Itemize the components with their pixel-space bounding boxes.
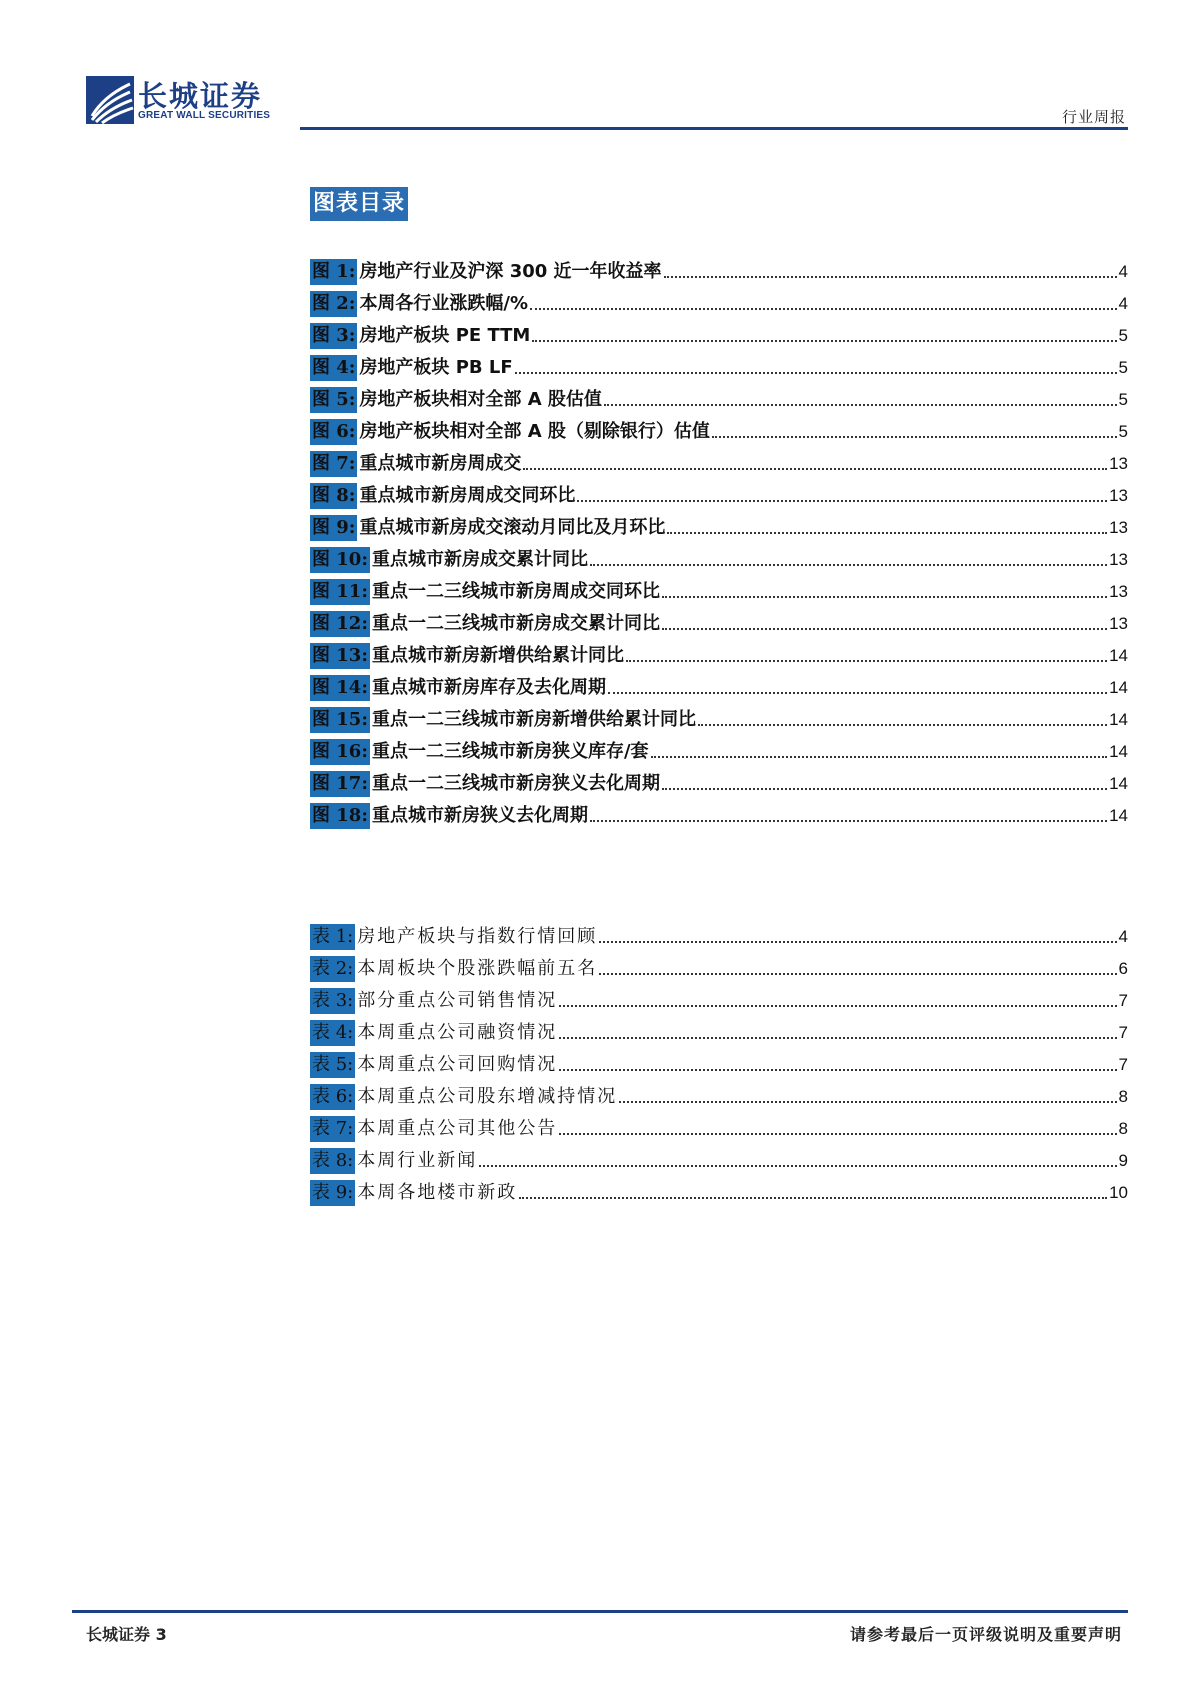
toc-dot-leader xyxy=(532,340,1116,342)
figure-toc-entry[interactable] xyxy=(310,445,1128,477)
toc-entry-label: 图 11: xyxy=(310,579,370,605)
toc-entry-title[interactable]: 房地产板块相对全部 A 股（剔除银行）估值 xyxy=(359,421,710,442)
table-toc-entry[interactable] xyxy=(310,1110,1128,1142)
toc-entry-title[interactable]: 本周各行业涨跌幅/% xyxy=(359,293,529,314)
figure-toc-entry[interactable] xyxy=(310,253,1128,285)
toc-dot-leader xyxy=(479,1165,1116,1167)
toc-page-number[interactable]: 8 xyxy=(1118,1119,1128,1138)
toc-entry-label: 表 6: xyxy=(310,1084,355,1110)
table-toc-entry[interactable] xyxy=(310,918,1128,950)
toc-entry-title[interactable]: 本周各地楼市新政 xyxy=(357,1182,518,1203)
toc-page-number[interactable]: 5 xyxy=(1118,326,1128,345)
figure-toc-entry[interactable] xyxy=(310,797,1128,829)
figure-toc-entry[interactable] xyxy=(310,285,1128,317)
section-title: 图表目录 xyxy=(310,187,408,221)
toc-entry-label: 图 13: xyxy=(310,643,370,669)
table-toc-entry[interactable] xyxy=(310,1078,1128,1110)
toc-entry-title[interactable]: 本周重点公司融资情况 xyxy=(357,1022,558,1043)
toc-dot-leader xyxy=(577,500,1107,502)
toc-entry-label: 图 16: xyxy=(310,739,370,765)
figure-toc-entry[interactable] xyxy=(310,413,1128,445)
toc-page-number[interactable]: 5 xyxy=(1118,422,1128,441)
toc-entry-title[interactable]: 重点一二三线城市新房新增供给累计同比 xyxy=(371,709,696,730)
toc-dot-leader xyxy=(698,724,1107,726)
toc-dot-leader xyxy=(619,1101,1116,1103)
toc-entry-title[interactable]: 本周重点公司股东增减持情况 xyxy=(357,1086,618,1107)
toc-entry-label: 图 6: xyxy=(310,419,357,445)
figure-toc-entry[interactable] xyxy=(310,573,1128,605)
toc-entry-label: 表 2: xyxy=(310,956,355,982)
toc-page-number[interactable]: 14 xyxy=(1109,710,1128,729)
toc-entry-label: 图 2: xyxy=(310,291,357,317)
toc-page-number[interactable]: 5 xyxy=(1118,358,1128,377)
table-toc-entry[interactable] xyxy=(310,1142,1128,1174)
header-divider xyxy=(300,127,1128,130)
toc-entry-label: 图 9: xyxy=(310,515,357,541)
toc-page-number[interactable]: 13 xyxy=(1109,518,1128,537)
toc-entry-title[interactable]: 重点一二三线城市新房狭义库存/套 xyxy=(371,741,649,762)
toc-dot-leader xyxy=(559,1005,1116,1007)
toc-entry-title[interactable]: 房地产板块与指数行情回顾 xyxy=(357,926,598,947)
table-toc-entry[interactable] xyxy=(310,982,1128,1014)
toc-dot-leader xyxy=(530,308,1116,310)
toc-entry-label: 表 8: xyxy=(310,1148,355,1174)
toc-page-number[interactable]: 7 xyxy=(1118,1023,1128,1042)
toc-entry-label: 表 7: xyxy=(310,1116,355,1142)
toc-page-number[interactable]: 5 xyxy=(1118,390,1128,409)
figure-toc-entry[interactable] xyxy=(310,605,1128,637)
toc-page-number[interactable]: 4 xyxy=(1118,262,1128,281)
toc-page-number[interactable]: 13 xyxy=(1109,550,1128,569)
toc-entry-title[interactable]: 部分重点公司销售情况 xyxy=(357,990,558,1011)
toc-page-number[interactable]: 4 xyxy=(1118,927,1128,946)
toc-dot-leader xyxy=(667,532,1107,534)
figure-toc-entry[interactable] xyxy=(310,509,1128,541)
toc-dot-leader xyxy=(604,404,1117,406)
toc-page-number[interactable]: 14 xyxy=(1109,806,1128,825)
toc-dot-leader xyxy=(712,436,1117,438)
toc-entry-label: 表 4: xyxy=(310,1020,355,1046)
toc-page-number[interactable]: 13 xyxy=(1109,454,1128,473)
figure-toc-entry[interactable] xyxy=(310,701,1128,733)
toc-dot-leader xyxy=(599,941,1116,943)
toc-entry-title[interactable]: 重点城市新房新增供给累计同比 xyxy=(371,645,624,666)
toc-page-number[interactable]: 8 xyxy=(1118,1087,1128,1106)
toc-entry-label: 图 10: xyxy=(310,547,370,573)
figure-toc-entry[interactable] xyxy=(310,317,1128,349)
table-toc-entry[interactable] xyxy=(310,1174,1128,1206)
table-toc-list xyxy=(310,918,1128,1206)
toc-page-number[interactable]: 4 xyxy=(1118,294,1128,313)
toc-entry-title[interactable]: 重点城市新房周成交同环比 xyxy=(359,485,576,506)
toc-entry-label: 图 14: xyxy=(310,675,370,701)
footer-divider xyxy=(72,1610,1128,1613)
figure-toc-entry[interactable] xyxy=(310,541,1128,573)
toc-entry-label: 表 9: xyxy=(310,1180,355,1206)
toc-entry-title[interactable]: 重点一二三线城市新房周成交同环比 xyxy=(371,581,660,602)
toc-dot-leader xyxy=(662,628,1107,630)
figure-toc-entry[interactable] xyxy=(310,733,1128,765)
toc-entry-label: 表 5: xyxy=(310,1052,355,1078)
toc-page-number[interactable]: 14 xyxy=(1109,742,1128,761)
toc-dot-leader xyxy=(590,564,1107,566)
figure-toc-entry[interactable] xyxy=(310,381,1128,413)
toc-dot-leader xyxy=(519,1197,1107,1199)
toc-entry-title[interactable]: 本周行业新闻 xyxy=(357,1150,478,1171)
toc-dot-leader xyxy=(559,1037,1116,1039)
figure-toc-entry[interactable] xyxy=(310,765,1128,797)
toc-entry-label: 图 8: xyxy=(310,483,357,509)
figure-toc-entry[interactable] xyxy=(310,349,1128,381)
toc-dot-leader xyxy=(662,788,1107,790)
toc-entry-label: 表 3: xyxy=(310,988,355,1014)
toc-entry-label: 图 12: xyxy=(310,611,370,637)
toc-dot-leader xyxy=(664,276,1117,278)
toc-dot-leader xyxy=(559,1069,1116,1071)
toc-dot-leader xyxy=(599,973,1116,975)
toc-entry-label: 图 18: xyxy=(310,803,370,829)
footer-page-label: 长城证券 3 xyxy=(86,1625,167,1644)
toc-page-number[interactable]: 13 xyxy=(1109,582,1128,601)
toc-page-number[interactable]: 14 xyxy=(1109,774,1128,793)
figure-toc-entry[interactable] xyxy=(310,477,1128,509)
toc-entry-title[interactable]: 重点一二三线城市新房狭义去化周期 xyxy=(371,773,660,794)
toc-page-number[interactable]: 9 xyxy=(1118,1151,1128,1170)
toc-entry-label: 图 4: xyxy=(310,355,357,381)
toc-entry-title[interactable]: 重点城市新房周成交 xyxy=(359,453,522,474)
toc-dot-leader xyxy=(559,1133,1116,1135)
company-logo xyxy=(86,76,286,126)
toc-entry-title[interactable]: 本周板块个股涨跌幅前五名 xyxy=(357,958,598,979)
toc-page-number[interactable]: 14 xyxy=(1109,678,1128,697)
figure-toc-entry[interactable] xyxy=(310,637,1128,669)
table-toc-entry[interactable] xyxy=(310,950,1128,982)
toc-entry-title[interactable]: 重点城市新房成交累计同比 xyxy=(371,549,588,570)
toc-dot-leader xyxy=(651,756,1108,758)
toc-entry-title[interactable]: 重点城市新房库存及去化周期 xyxy=(371,677,606,698)
toc-entry-title[interactable]: 房地产行业及沪深 300 近一年收益率 xyxy=(359,261,662,282)
toc-entry-title[interactable]: 房地产板块 PE TTM xyxy=(359,325,531,346)
logo-text-cn: 长城证券 xyxy=(138,79,263,113)
great-wall-logo-icon xyxy=(86,76,134,124)
toc-entry-title[interactable]: 房地产板块 PB LF xyxy=(359,357,513,378)
toc-page-number[interactable]: 6 xyxy=(1118,959,1128,978)
toc-entry-label: 图 1: xyxy=(310,259,357,285)
figure-toc-entry[interactable] xyxy=(310,669,1128,701)
toc-entry-title[interactable]: 重点一二三线城市新房成交累计同比 xyxy=(371,613,660,634)
toc-entry-title[interactable]: 重点城市新房成交滚动月同比及月环比 xyxy=(359,517,666,538)
toc-page-number[interactable]: 14 xyxy=(1109,646,1128,665)
toc-dot-leader xyxy=(590,820,1107,822)
table-toc-entry[interactable] xyxy=(310,1046,1128,1078)
toc-page-number[interactable]: 10 xyxy=(1109,1183,1128,1202)
toc-entry-title[interactable]: 重点城市新房狭义去化周期 xyxy=(371,805,588,826)
toc-dot-leader xyxy=(523,468,1107,470)
toc-dot-leader xyxy=(515,372,1117,374)
table-toc-entry[interactable] xyxy=(310,1014,1128,1046)
figure-toc-list xyxy=(310,253,1128,829)
toc-entry-label: 图 15: xyxy=(310,707,370,733)
toc-entry-title[interactable]: 本周重点公司回购情况 xyxy=(357,1054,558,1075)
footer-disclaimer: 请参考最后一页评级说明及重要声明 xyxy=(849,1625,1122,1644)
toc-entry-label: 图 5: xyxy=(310,387,357,413)
toc-dot-leader xyxy=(662,596,1107,598)
toc-dot-leader xyxy=(608,692,1107,694)
toc-page-number[interactable]: 7 xyxy=(1118,1055,1128,1074)
toc-entry-label: 图 7: xyxy=(310,451,357,477)
logo-text-en: GREAT WALL SECURITIES xyxy=(138,110,271,121)
toc-dot-leader xyxy=(626,660,1107,662)
toc-entry-title[interactable]: 本周重点公司其他公告 xyxy=(357,1118,558,1139)
toc-page-number[interactable]: 7 xyxy=(1118,991,1128,1010)
toc-page-number[interactable]: 13 xyxy=(1109,486,1128,505)
toc-entry-title[interactable]: 房地产板块相对全部 A 股估值 xyxy=(359,389,602,410)
toc-entry-label: 表 1: xyxy=(310,924,355,950)
toc-entry-label: 图 17: xyxy=(310,771,370,797)
toc-page-number[interactable]: 13 xyxy=(1109,614,1128,633)
document-type: 行业周报 xyxy=(1061,108,1126,126)
toc-entry-label: 图 3: xyxy=(310,323,357,349)
